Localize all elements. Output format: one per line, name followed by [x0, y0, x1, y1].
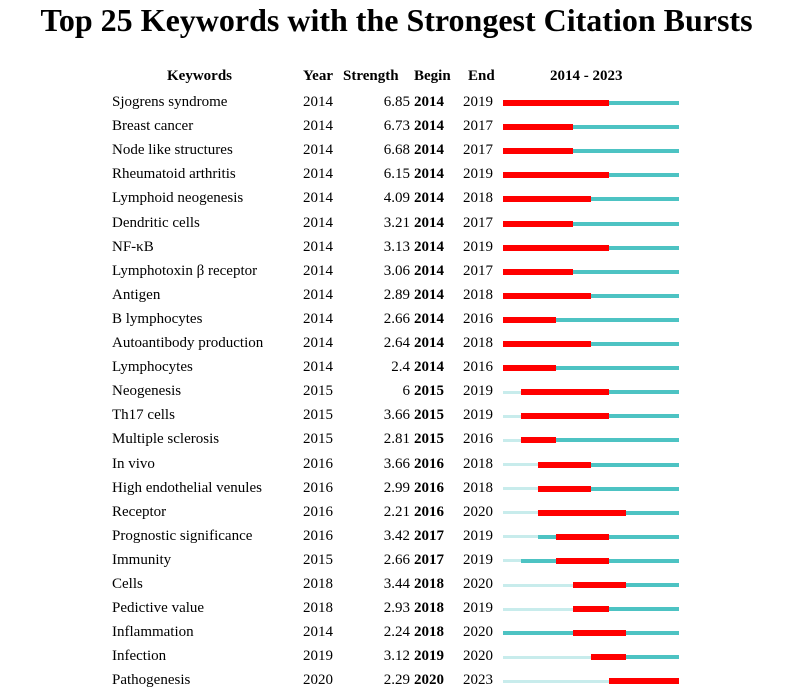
year-cell: 2015	[303, 383, 333, 400]
active-segment	[591, 294, 679, 298]
active-segment	[591, 463, 679, 467]
strength-cell: 3.42	[383, 527, 410, 544]
begin-cell: 2014	[414, 214, 444, 231]
table-row	[0, 307, 793, 331]
strength-cell: 2.21	[383, 503, 410, 520]
year-cell: 2016	[303, 527, 333, 544]
active-segment	[626, 631, 679, 635]
table-row	[0, 283, 793, 307]
pre-publication-segment	[503, 608, 573, 611]
end-cell: 2019	[463, 407, 493, 424]
table-row	[0, 162, 793, 186]
burst-timeline	[503, 283, 679, 307]
burst-segment	[609, 678, 679, 684]
burst-segment	[503, 172, 609, 178]
burst-timeline	[503, 596, 679, 620]
pre-publication-segment	[503, 680, 609, 683]
strength-cell: 3.21	[383, 214, 410, 231]
keyword-cell: Node like structures	[112, 142, 233, 159]
burst-timeline	[503, 259, 679, 283]
begin-cell: 2014	[414, 94, 444, 110]
keyword-cell: Prognostic significance	[112, 527, 253, 544]
burst-timeline	[503, 138, 679, 162]
table-row	[0, 668, 793, 692]
pre-publication-segment	[503, 463, 538, 466]
burst-segment	[573, 630, 626, 636]
strength-cell: 2.81	[383, 431, 410, 448]
burst-timeline	[503, 548, 679, 572]
begin-cell: 2014	[414, 142, 444, 159]
burst-segment	[538, 486, 591, 492]
keyword-cell: NF-κB	[112, 238, 154, 255]
keyword-cell: Lymphocytes	[112, 359, 193, 376]
keyword-cell: Pathogenesis	[112, 672, 191, 689]
burst-segment	[503, 124, 573, 130]
begin-cell: 2016	[414, 479, 444, 496]
begin-cell: 2014	[414, 286, 444, 303]
table-row	[0, 235, 793, 259]
begin-cell: 2018	[414, 624, 444, 641]
end-cell: 2019	[463, 383, 493, 400]
burst-segment	[503, 196, 591, 202]
strength-cell: 2.99	[383, 479, 410, 496]
burst-segment	[503, 317, 556, 323]
header-strength: Strength	[343, 68, 399, 84]
burst-segment	[503, 293, 591, 299]
burst-timeline	[503, 524, 679, 548]
active-segment	[538, 535, 556, 539]
burst-segment	[503, 341, 591, 347]
keyword-cell: Dendritic cells	[112, 214, 200, 231]
burst-timeline	[503, 331, 679, 355]
burst-timeline	[503, 452, 679, 476]
pre-publication-segment	[503, 487, 538, 490]
end-cell: 2020	[463, 576, 493, 592]
year-cell: 2015	[303, 551, 333, 568]
year-cell: 2014	[303, 335, 333, 351]
pre-publication-segment	[503, 511, 538, 514]
burst-segment	[503, 269, 573, 275]
table-row	[0, 138, 793, 162]
burst-timeline	[503, 307, 679, 331]
end-cell: 2018	[463, 190, 493, 207]
year-cell: 2019	[303, 648, 333, 665]
strength-cell: 2.66	[383, 551, 410, 568]
table-row	[0, 524, 793, 548]
end-cell: 2019	[463, 527, 493, 544]
keyword-cell: B lymphocytes	[112, 310, 203, 327]
end-cell: 2019	[463, 94, 493, 110]
table-row	[0, 620, 793, 644]
begin-cell: 2014	[414, 310, 444, 327]
pre-publication-segment	[503, 391, 521, 394]
table-row	[0, 427, 793, 451]
year-cell: 2014	[303, 286, 333, 303]
end-cell: 2018	[463, 479, 493, 496]
burst-timeline	[503, 500, 679, 524]
active-segment	[626, 583, 679, 587]
table-row	[0, 476, 793, 500]
keyword-cell: Lymphoid neogenesis	[112, 190, 244, 207]
table-row	[0, 90, 793, 114]
keyword-cell: Cells	[112, 576, 143, 592]
year-cell: 2014	[303, 94, 333, 110]
keyword-cell: Rheumatoid arthritis	[112, 166, 236, 183]
pre-publication-segment	[503, 656, 591, 659]
burst-timeline	[503, 235, 679, 259]
table-row	[0, 331, 793, 355]
active-segment	[609, 173, 679, 177]
active-segment	[609, 390, 679, 394]
burst-segment	[503, 245, 609, 251]
active-segment	[573, 222, 679, 226]
year-cell: 2014	[303, 214, 333, 231]
table-row	[0, 114, 793, 138]
burst-timeline	[503, 403, 679, 427]
active-segment	[626, 511, 679, 515]
header-timeline: 2014 - 2023	[550, 68, 623, 84]
year-cell: 2016	[303, 479, 333, 496]
end-cell: 2016	[463, 359, 493, 376]
header-year: Year	[303, 68, 333, 84]
end-cell: 2023	[463, 672, 493, 689]
pre-publication-segment	[503, 584, 573, 587]
year-cell: 2014	[303, 142, 333, 159]
end-cell: 2016	[463, 310, 493, 327]
burst-segment	[573, 606, 608, 612]
year-cell: 2018	[303, 576, 333, 592]
end-cell: 2016	[463, 431, 493, 448]
begin-cell: 2019	[414, 648, 444, 665]
year-cell: 2014	[303, 624, 333, 641]
end-cell: 2018	[463, 286, 493, 303]
end-cell: 2019	[463, 551, 493, 568]
end-cell: 2019	[463, 166, 493, 183]
burst-timeline	[503, 162, 679, 186]
begin-cell: 2016	[414, 455, 444, 472]
strength-cell: 2.24	[383, 624, 410, 641]
keyword-cell: Breast cancer	[112, 118, 194, 135]
active-segment	[573, 270, 679, 274]
year-cell: 2018	[303, 600, 333, 617]
keyword-cell: Multiple sclerosis	[112, 431, 220, 448]
burst-timeline	[503, 186, 679, 210]
year-cell: 2014	[303, 238, 333, 255]
active-segment	[626, 655, 679, 659]
strength-cell: 2.89	[383, 286, 410, 303]
year-cell: 2014	[303, 166, 333, 183]
table-row	[0, 355, 793, 379]
year-cell: 2014	[303, 310, 333, 327]
burst-segment	[521, 437, 556, 443]
burst-timeline	[503, 644, 679, 668]
table-row	[0, 211, 793, 235]
keyword-cell: Infection	[112, 648, 167, 665]
begin-cell: 2017	[414, 551, 444, 568]
keyword-cell: Pedictive value	[112, 600, 205, 617]
begin-cell: 2015	[414, 407, 444, 424]
burst-segment	[556, 534, 609, 540]
pre-publication-segment	[503, 535, 538, 538]
year-cell: 2015	[303, 431, 333, 448]
active-segment	[609, 535, 679, 539]
table-row	[0, 452, 793, 476]
active-segment	[573, 125, 679, 129]
begin-cell: 2014	[414, 118, 444, 135]
keyword-cell: Th17 cells	[112, 407, 175, 424]
year-cell: 2020	[303, 672, 333, 689]
begin-cell: 2015	[414, 383, 444, 400]
keyword-cell: Antigen	[112, 286, 161, 303]
end-cell: 2017	[463, 262, 493, 279]
header-end: End	[468, 68, 495, 84]
burst-timeline	[503, 668, 679, 692]
keyword-cell: Receptor	[112, 503, 167, 520]
begin-cell: 2017	[414, 527, 444, 544]
strength-cell: 3.44	[383, 576, 410, 592]
table-row	[0, 379, 793, 403]
table-row	[0, 548, 793, 572]
begin-cell: 2015	[414, 431, 444, 448]
keyword-cell: Sjogrens syndrome	[112, 94, 228, 110]
strength-cell: 6	[402, 383, 410, 400]
begin-cell: 2014	[414, 166, 444, 183]
year-cell: 2014	[303, 262, 333, 279]
year-cell: 2016	[303, 455, 333, 472]
burst-timeline	[503, 427, 679, 451]
table-row	[0, 644, 793, 668]
strength-cell: 2.29	[383, 672, 410, 689]
active-segment	[556, 318, 679, 322]
begin-cell: 2016	[414, 503, 444, 520]
table-row	[0, 596, 793, 620]
strength-cell: 6.73	[383, 118, 410, 135]
strength-cell: 3.66	[383, 455, 410, 472]
year-cell: 2014	[303, 190, 333, 207]
end-cell: 2017	[463, 118, 493, 135]
burst-timeline	[503, 476, 679, 500]
burst-segment	[521, 389, 609, 395]
end-cell: 2017	[463, 214, 493, 231]
burst-segment	[503, 221, 573, 227]
end-cell: 2020	[463, 503, 493, 520]
table-row	[0, 403, 793, 427]
table-row	[0, 500, 793, 524]
strength-cell: 3.06	[383, 262, 410, 279]
end-cell: 2019	[463, 600, 493, 617]
strength-cell: 2.66	[383, 310, 410, 327]
pre-publication-segment	[503, 439, 521, 442]
burst-segment	[538, 510, 626, 516]
strength-cell: 2.4	[391, 359, 410, 376]
strength-cell: 2.93	[383, 600, 410, 617]
strength-cell: 3.12	[383, 648, 410, 665]
strength-cell: 3.13	[383, 238, 410, 255]
burst-segment	[538, 462, 591, 468]
begin-cell: 2014	[414, 262, 444, 279]
end-cell: 2019	[463, 238, 493, 255]
begin-cell: 2018	[414, 576, 444, 592]
begin-cell: 2020	[414, 672, 444, 689]
burst-segment	[503, 100, 609, 106]
table-row	[0, 259, 793, 283]
strength-cell: 6.15	[383, 166, 410, 183]
header-begin: Begin	[414, 68, 451, 84]
header-keywords: Keywords	[167, 68, 232, 84]
strength-cell: 6.85	[383, 94, 410, 110]
keyword-cell: Lymphotoxin β receptor	[112, 262, 258, 279]
active-segment	[591, 197, 679, 201]
end-cell: 2017	[463, 142, 493, 159]
active-segment	[573, 149, 679, 153]
burst-timeline	[503, 379, 679, 403]
burst-segment	[521, 413, 609, 419]
active-segment	[609, 101, 679, 105]
active-segment	[591, 487, 679, 491]
burst-segment	[573, 582, 626, 588]
active-segment	[609, 607, 679, 611]
burst-timeline	[503, 114, 679, 138]
table-row	[0, 186, 793, 210]
burst-segment	[591, 654, 626, 660]
burst-timeline	[503, 355, 679, 379]
begin-cell: 2014	[414, 238, 444, 255]
begin-cell: 2018	[414, 600, 444, 617]
keyword-cell: Immunity	[112, 551, 172, 568]
begin-cell: 2014	[414, 359, 444, 376]
keyword-cell: High endothelial venules	[112, 479, 262, 496]
year-cell: 2016	[303, 503, 333, 520]
chart-title: Top 25 Keywords with the Strongest Citation Bursts	[40, 2, 753, 38]
end-cell: 2018	[463, 455, 493, 472]
burst-timeline	[503, 620, 679, 644]
strength-cell: 2.64	[383, 335, 410, 351]
burst-timeline	[503, 90, 679, 114]
active-segment	[609, 414, 679, 418]
burst-segment	[503, 148, 573, 154]
keyword-cell: Neogenesis	[112, 383, 182, 400]
begin-cell: 2014	[414, 335, 444, 351]
keyword-cell: Inflammation	[112, 624, 194, 641]
keyword-cell: Autoantibody production	[112, 335, 264, 351]
pre-publication-segment	[503, 415, 521, 418]
burst-timeline	[503, 211, 679, 235]
strength-cell: 6.68	[383, 142, 410, 159]
end-cell: 2020	[463, 648, 493, 665]
strength-cell: 4.09	[383, 190, 410, 207]
begin-cell: 2014	[414, 190, 444, 207]
year-cell: 2015	[303, 407, 333, 424]
active-segment	[556, 438, 679, 442]
year-cell: 2014	[303, 118, 333, 135]
strength-cell: 3.66	[383, 407, 410, 424]
end-cell: 2018	[463, 335, 493, 351]
pre-publication-segment	[503, 559, 521, 562]
active-segment	[591, 342, 679, 346]
active-segment	[556, 366, 679, 370]
table-row	[0, 572, 793, 596]
active-segment	[521, 559, 556, 563]
keyword-cell: In vivo	[112, 455, 155, 472]
end-cell: 2020	[463, 624, 493, 641]
burst-segment	[503, 365, 556, 371]
burst-segment	[556, 558, 609, 564]
active-segment	[503, 631, 573, 635]
burst-timeline	[503, 572, 679, 596]
year-cell: 2014	[303, 359, 333, 376]
active-segment	[609, 559, 679, 563]
active-segment	[609, 246, 679, 250]
